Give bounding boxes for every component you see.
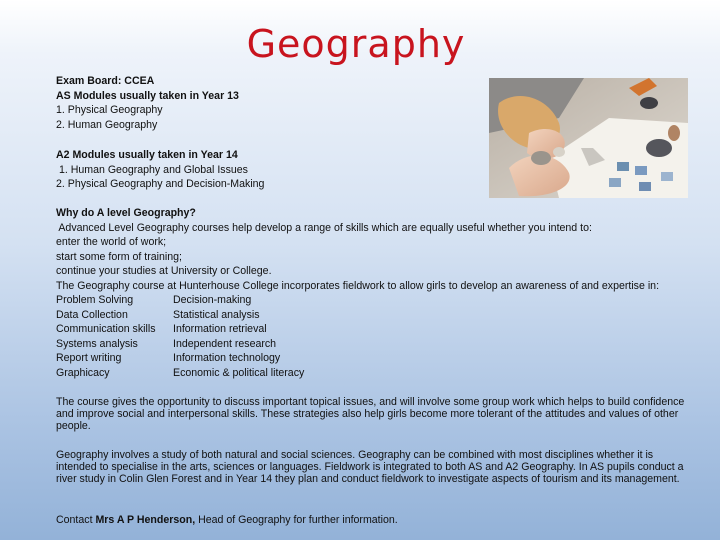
skill-item: Data Collection <box>56 308 128 321</box>
fieldwork-photo <box>489 78 688 198</box>
skill-item: Economic & political literacy <box>173 366 305 379</box>
intro-line: start some form of training; <box>56 250 182 263</box>
skills-table <box>56 293 659 380</box>
a2-section <box>56 148 264 192</box>
skill-item: Communication skills <box>56 323 156 335</box>
intro-line: continue your studies at University or College. <box>56 265 272 277</box>
why-section <box>56 206 659 380</box>
as-module-item: 2. Human Geography <box>56 118 158 131</box>
as-section <box>56 74 239 132</box>
course-paragraph: The course gives the opportunity to discuss important topical issues, and will involve some group work which helps to build confidence and improve social and interpersonal skills. These strategies also help girls become more tolerant of the attitudes and values of other people. <box>56 396 685 432</box>
skill-item: Systems analysis <box>56 337 138 350</box>
contact-suffix: Head of Geography for further information. <box>195 514 398 526</box>
intro-line: Advanced Level Geography courses help develop a range of skills which are equally useful whether you intend to: <box>56 221 592 234</box>
intro-line: enter the world of work; <box>56 236 167 248</box>
page-title: Geography <box>246 22 466 66</box>
skill-item: Problem Solving <box>56 294 134 306</box>
exam-board: Exam Board: CCEA <box>56 75 155 87</box>
skill-item: Independent research <box>173 337 277 350</box>
skill-item: Information retrieval <box>173 323 267 335</box>
skill-item: Decision-making <box>173 294 252 306</box>
a2-heading: A2 Modules usually taken in Year 14 <box>56 149 238 161</box>
rock-samples-photo-icon <box>489 78 688 198</box>
contact-prefix: Contact <box>56 514 96 526</box>
skill-item: Information technology <box>173 352 281 364</box>
as-module-item: 1. Physical Geography <box>56 104 163 116</box>
geography-paragraph: Geography involves a study of both natural and social sciences. Geography can be combined with most disciplines whether it is intended to specialise in the arts, sciences or languages. Fieldwork is integrated to both AS and A2 Geography. In AS pupils conduct a river study in Colin Glen Forest and in Year 14 they plan and conduct fieldwork to investigate aspects of tourism and its management. <box>56 449 684 485</box>
a2-module-item: 1. Human Geography and Global Issues <box>56 163 248 176</box>
intro-line: The Geography course at Hunterhouse College incorporates fieldwork to allow girls to develop an awareness of and expertise in: <box>56 279 660 292</box>
skill-item: Statistical analysis <box>173 308 260 321</box>
skill-item: Report writing <box>56 352 122 364</box>
as-heading: AS Modules usually taken in Year 13 <box>56 89 239 102</box>
a2-module-item: 2. Physical Geography and Decision-Making <box>56 178 265 190</box>
contact-name: Mrs A P Henderson, <box>95 514 196 526</box>
contact-line <box>56 514 688 526</box>
skill-item: Graphicacy <box>56 366 110 379</box>
why-heading: Why do A level Geography? <box>56 207 196 219</box>
